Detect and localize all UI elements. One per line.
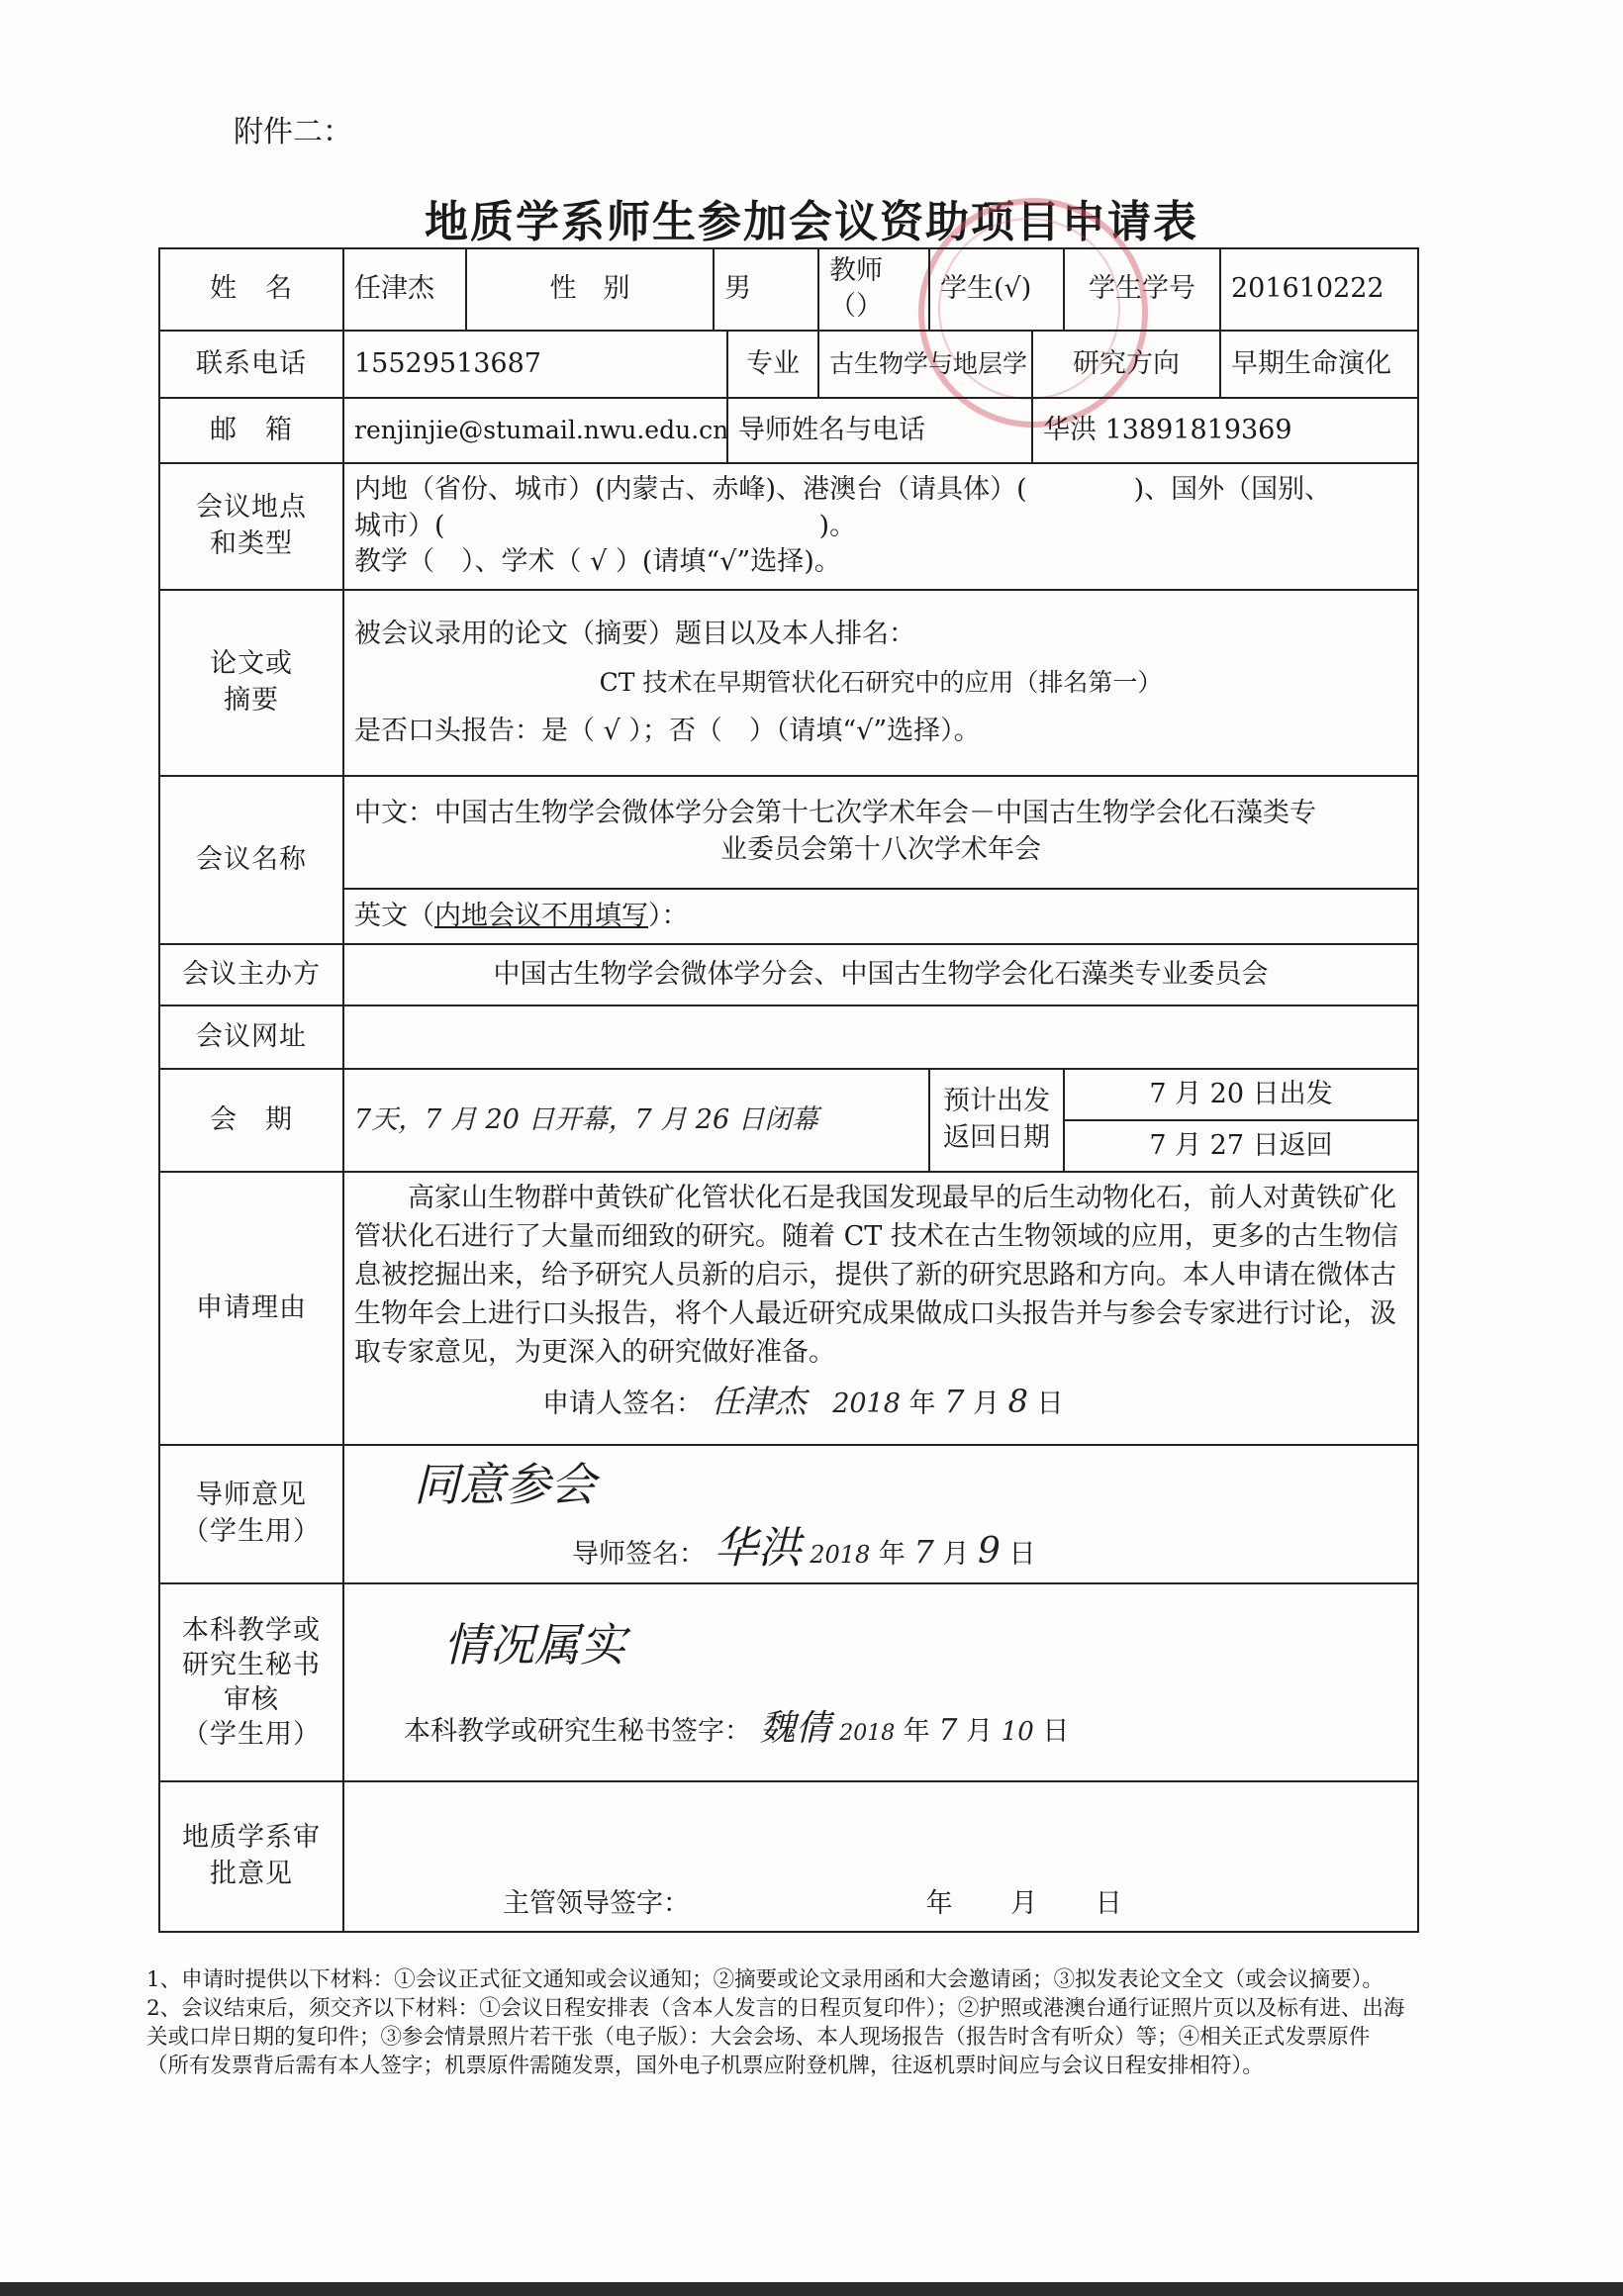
field-conf-name-en[interactable] — [343, 889, 1418, 944]
reason-sign-name: 任津杰 — [711, 1382, 807, 1420]
label-advisor-opinion-line1: 导师意见 — [196, 1480, 307, 1511]
location-line3: 教学（ ）、学术（ √ ）(请填“√”选择)。 — [354, 546, 841, 578]
field-location[interactable] — [343, 463, 1418, 590]
label-advisor: 导师姓名与电话 — [727, 398, 1032, 463]
advisor-sign-y: 年 — [878, 1538, 906, 1570]
field-reason[interactable] — [343, 1172, 1418, 1445]
label-paper: 论文或摘要 — [159, 590, 343, 776]
reason-sign-month: 7 — [944, 1382, 965, 1420]
row-phone — [159, 331, 1418, 398]
reason-sign-day: 8 — [1007, 1382, 1029, 1420]
label-conf-name: 会议名称 — [159, 776, 343, 944]
label-organizer: 会议主办方 — [159, 944, 343, 1005]
reason-sign-year: 2018 — [832, 1387, 901, 1419]
row-location — [159, 463, 1418, 590]
field-advisor-opinion[interactable] — [343, 1445, 1418, 1583]
label-dept — [159, 1781, 343, 1932]
secretary-sign-label: 本科教学或研究生秘书签字： — [404, 1715, 751, 1747]
secretary-sign-m: 月 — [966, 1715, 994, 1747]
paper-title: CT 技术在早期管状化石研究中的应用（排名第一） — [599, 668, 1163, 697]
field-dept[interactable] — [343, 1781, 1418, 1932]
field-website[interactable] — [343, 1005, 1418, 1069]
label-secretary — [159, 1583, 343, 1781]
field-research[interactable]: 早期生命演化 — [1220, 331, 1418, 398]
advisor-sign-year: 2018 — [810, 1540, 871, 1569]
advisor-signature: 华洪 — [714, 1522, 802, 1574]
field-organizer[interactable]: 中国古生物学会微体学分会、中国古生物学会化石藻类专业委员会 — [343, 944, 1418, 1005]
footnote: 1、申请时提供以下材料：①会议正式征文通知或会议通知；②摘要或论文录用函和大会邀请函；③拟发表论文全文（或会议摘要）。2、会议结束后，须交齐以下材料：①会议日程安排表（含本人发言的日程页复印件）；②护照或港澳台通行证照片页以及标有进、出海关或口岸日期的复印件；③参会情景照片若干张（电子版）：大会会场、本人现场报告（报告时含有听众）等；④相关正式发票原件（所有发票背后需有本人签字；机票原件需随发票，国外电子机票应附登机牌，往返机票时间应与会议日程安排相符）。 — [146, 1967, 1405, 2079]
row-reason — [159, 1172, 1418, 1445]
field-paper[interactable] — [343, 590, 1418, 776]
scan-edge — [0, 2282, 1623, 2296]
label-secretary-line2: 研究生秘书 — [182, 1649, 321, 1680]
advisor-sign-month: 7 — [913, 1532, 934, 1571]
label-reason: 申请理由 — [159, 1172, 343, 1445]
field-email[interactable]: renjinjie@stumail.nwu.edu.cn — [343, 398, 727, 463]
label-phone: 联系电话 — [159, 331, 343, 398]
label-dept-line2: 批意见 — [210, 1858, 293, 1889]
label-advisor-opinion — [159, 1445, 343, 1583]
attachment-label: 附件二： — [234, 115, 352, 149]
label-email: 邮 箱 — [159, 398, 343, 463]
field-student-id[interactable]: 201610222 — [1220, 248, 1418, 331]
secretary-sign-d: 日 — [1042, 1715, 1070, 1747]
period-text: 7天，7 月 20 日开幕，7 月 26 日闭幕 — [354, 1103, 818, 1135]
conf-en-note: 内地会议不用填写 — [434, 900, 648, 931]
label-advisor-opinion-line2: （学生用） — [182, 1515, 321, 1547]
dept-signature-line — [354, 1886, 1407, 1922]
label-research: 研究方向 — [1032, 331, 1220, 398]
secretary-sign-month: 7 — [938, 1712, 958, 1748]
reason-signature-line — [354, 1381, 1407, 1423]
row-email — [159, 398, 1418, 463]
field-period[interactable] — [343, 1069, 929, 1172]
field-depart[interactable]: 7 月 20 日出发 — [1064, 1069, 1418, 1120]
paper-line3: 是否口头报告：是（ √ ）；否（ ）（请填“√”选择）。 — [354, 715, 981, 746]
option-teacher[interactable]: 教师（） — [818, 248, 929, 331]
secretary-sign-y: 年 — [903, 1715, 930, 1747]
reason-sign-y: 年 — [908, 1387, 936, 1419]
secretary-opinion-text: 情况属实 — [443, 1617, 625, 1672]
advisor-sign-d: 日 — [1008, 1538, 1036, 1570]
conf-cn-line2: 业委员会第十八次学术年会 — [720, 833, 1041, 865]
row-conf-name-en — [159, 889, 1418, 944]
label-major: 专业 — [727, 331, 818, 398]
field-major[interactable]: 古生物学与地层学 — [818, 331, 1032, 398]
secretary-signature: 魏倩 — [759, 1707, 831, 1749]
conf-en-prefix: 英文（ — [354, 900, 434, 931]
conf-cn-line1: 中国古生物学会微体学分会第十七次学术年会－中国古生物学会化石藻类专 — [434, 798, 1316, 829]
secretary-signature-line — [354, 1705, 1407, 1754]
label-website: 会议网址 — [159, 1005, 343, 1069]
field-return[interactable]: 7 月 27 日返回 — [1064, 1120, 1418, 1172]
label-secretary-line4: （学生用） — [182, 1718, 321, 1750]
field-secretary[interactable] — [343, 1583, 1418, 1781]
label-student-id: 学生学号 — [1064, 248, 1220, 331]
location-line1: 内地（省份、城市）(内蒙古、赤峰)、港澳台（请具体）( )、国外（国别、 — [354, 474, 1332, 506]
application-form — [158, 247, 1419, 1933]
form-title: 地质学系师生参加会议资助项目申请表 — [425, 197, 1198, 247]
row-dept — [159, 1781, 1418, 1932]
field-phone[interactable]: 15529513687 — [343, 331, 727, 398]
advisor-sign-day: 9 — [978, 1530, 1001, 1572]
label-period: 会 期 — [159, 1069, 343, 1172]
paper-line1: 被会议录用的论文（摘要）题目以及本人排名： — [354, 618, 915, 649]
field-conf-name-cn[interactable] — [343, 776, 1418, 889]
dept-sign-m: 月 — [1010, 1888, 1038, 1920]
label-secretary-line3: 审核 — [224, 1683, 279, 1715]
row-paper — [159, 590, 1418, 776]
row-advisor-opinion — [159, 1445, 1418, 1583]
row-website — [159, 1005, 1418, 1069]
conf-cn-prefix: 中文： — [354, 798, 434, 829]
dept-sign-d: 日 — [1095, 1888, 1122, 1920]
advisor-signature-line — [354, 1519, 1407, 1578]
dept-sign-y: 年 — [925, 1888, 953, 1920]
row-period-a — [159, 1069, 1418, 1120]
reason-text: 高家山生物群中黄铁矿化管状化石是我国发现最早的后生动物化石，前人对黄铁矿化管状化石进行了大量而细致的研究。随着 CT 技术在古生物领域的应用，更多的古生物信息被挖掘出来，给予研究人员新的启示，提供了新的研究思路和方向。本人申请在微体古生物年会上进行口头报告，将个人最近研究成果做成口头报告并与参会专家进行讨论，汲取专家意见，为更深入的研究做好准备。 — [354, 1182, 1398, 1369]
label-gender: 性 别 — [466, 248, 714, 331]
label-location: 会议地点和类型 — [159, 463, 343, 590]
field-advisor[interactable]: 华洪 13891819369 — [1032, 398, 1418, 463]
advisor-sign-m: 月 — [942, 1538, 970, 1570]
dept-sign-label: 主管领导签字： — [503, 1888, 690, 1920]
label-name: 姓 名 — [159, 248, 343, 331]
row-name — [159, 248, 1418, 331]
location-line2: 城市）( )。 — [354, 510, 857, 541]
field-gender[interactable]: 男 — [714, 248, 818, 331]
field-name[interactable]: 任津杰 — [343, 248, 466, 331]
label-dept-line1: 地质学系审 — [182, 1822, 321, 1854]
secretary-sign-year: 2018 — [839, 1720, 896, 1746]
reason-sign-d: 日 — [1036, 1387, 1064, 1419]
option-student[interactable]: 学生(√) — [929, 248, 1064, 331]
conf-en-suffix: ）： — [648, 900, 689, 931]
row-secretary — [159, 1583, 1418, 1781]
label-secretary-line1: 本科教学或 — [182, 1614, 321, 1646]
advisor-opinion-text: 同意参会 — [414, 1457, 596, 1511]
reason-sign-m: 月 — [973, 1387, 1001, 1419]
secretary-sign-day: 10 — [1001, 1716, 1034, 1747]
label-dates: 预计出发返回日期 — [929, 1069, 1064, 1172]
reason-sign-label: 申请人签名： — [542, 1387, 703, 1419]
advisor-sign-label: 导师签名： — [572, 1538, 706, 1570]
row-organizer — [159, 944, 1418, 1005]
row-conf-name-cn — [159, 776, 1418, 889]
